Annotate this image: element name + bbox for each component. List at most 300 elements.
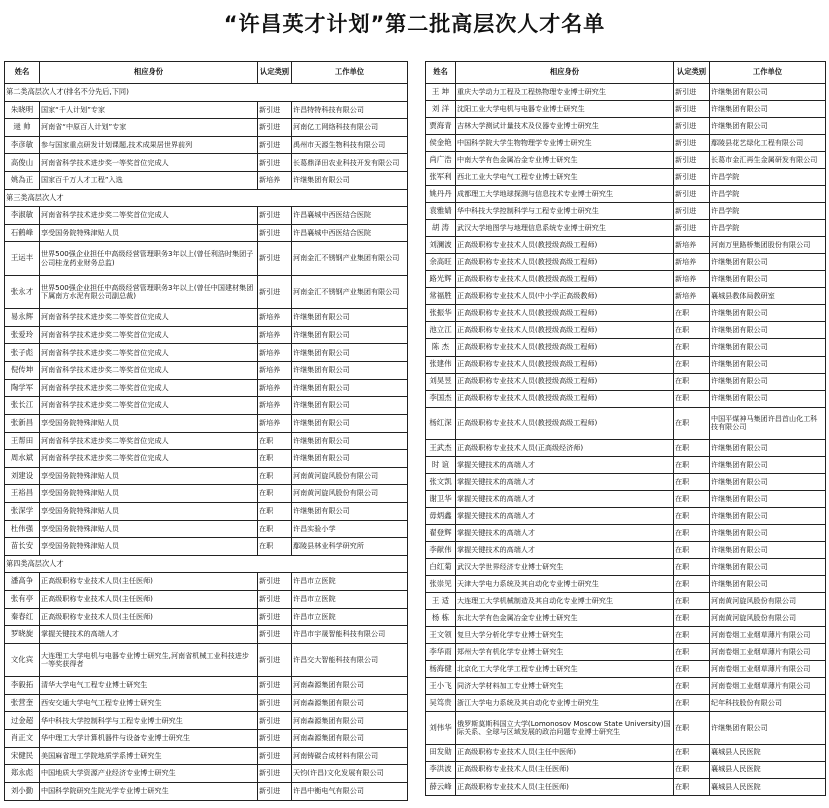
person-name: 刘 洋 bbox=[426, 101, 456, 118]
category-text: 新引进 bbox=[674, 118, 710, 135]
table-row bbox=[426, 390, 826, 407]
category-text: 在职 bbox=[674, 761, 710, 778]
person-name: 李华雨 bbox=[426, 644, 456, 661]
person-name: 张军利 bbox=[426, 169, 456, 186]
person-name: 高俊山 bbox=[5, 154, 40, 172]
work-unit: 许继集团有限公司 bbox=[292, 309, 408, 327]
work-unit: 许继集团有限公司 bbox=[292, 326, 408, 344]
table-row bbox=[5, 450, 408, 468]
work-unit: 河南卷烟工业烟草薄片有限公司 bbox=[710, 678, 826, 695]
category-text: 新引进 bbox=[258, 154, 292, 172]
identity-text: 正高级职称专业技术人员(主任中医师) bbox=[456, 744, 674, 761]
category-text: 新引进 bbox=[258, 207, 292, 225]
work-unit: 许昌中衡电气有限公司 bbox=[292, 782, 408, 800]
category-text: 在职 bbox=[674, 390, 710, 407]
category-text: 新引进 bbox=[258, 242, 292, 275]
person-name: 逯 帅 bbox=[5, 119, 40, 137]
identity-text: 中南大学有色金属冶金专业博士研究生 bbox=[456, 152, 674, 169]
category-text: 新引进 bbox=[674, 135, 710, 152]
person-name: 朱晓明 bbox=[5, 101, 40, 119]
identity-text: 享受国务院特殊津贴人员 bbox=[40, 224, 258, 242]
identity-text: 正高级职称专业技术人员(主任医师) bbox=[456, 761, 674, 778]
table-row bbox=[426, 695, 826, 712]
work-unit: 许昌学院 bbox=[710, 186, 826, 203]
category-text: 在职 bbox=[674, 305, 710, 322]
person-name: 吴笃贵 bbox=[426, 695, 456, 712]
table-row bbox=[5, 432, 408, 450]
table-row bbox=[5, 172, 408, 190]
table-row bbox=[426, 118, 826, 135]
category-text: 在职 bbox=[674, 593, 710, 610]
person-name: 李洪波 bbox=[426, 761, 456, 778]
category-text: 新引进 bbox=[258, 119, 292, 137]
person-name: 李淑敏 bbox=[5, 207, 40, 225]
table-row bbox=[426, 661, 826, 678]
category-text: 在职 bbox=[258, 520, 292, 538]
header-identity: 相应身份 bbox=[40, 62, 258, 84]
person-name: 周水斌 bbox=[5, 450, 40, 468]
table-row bbox=[426, 744, 826, 761]
section-label: 第三类高层次人才 bbox=[5, 189, 408, 207]
identity-text: 河南省科学技术进步奖二等奖首位完成人 bbox=[40, 432, 258, 450]
category-text: 新引进 bbox=[674, 220, 710, 237]
table-row bbox=[426, 593, 826, 610]
work-unit: 许继集团有限公司 bbox=[710, 356, 826, 373]
identity-text: 享受国务院特殊津贴人员 bbox=[40, 502, 258, 520]
identity-text: 正高级职称专业技术人员(中小学正高级教师) bbox=[456, 288, 674, 305]
work-unit: 许昌襄城中西医结合医院 bbox=[292, 207, 408, 225]
table-row bbox=[426, 644, 826, 661]
identity-text: 东北大学有色金属冶金专业博士研究生 bbox=[456, 610, 674, 627]
table-row bbox=[5, 626, 408, 644]
person-name: 秦春红 bbox=[5, 608, 40, 626]
header-name: 姓名 bbox=[426, 62, 456, 84]
table-row bbox=[426, 542, 826, 559]
identity-text: 华中理工大学计算机器件与设备专业博士研究生 bbox=[40, 730, 258, 748]
work-unit: 襄城县人民医院 bbox=[710, 744, 826, 761]
person-name: 贾海青 bbox=[426, 118, 456, 135]
work-unit: 许昌市立医院 bbox=[292, 608, 408, 626]
table-row bbox=[426, 712, 826, 744]
identity-text: 河南省科学技术进步奖二等奖首位完成人 bbox=[40, 450, 258, 468]
person-name: 王小飞 bbox=[426, 678, 456, 695]
category-text: 在职 bbox=[674, 678, 710, 695]
identity-text: 正高级职称专业技术人员(正高级经济师) bbox=[456, 439, 674, 456]
identity-text: 中国科学院大学生物物理学专业博士研究生 bbox=[456, 135, 674, 152]
category-text: 在职 bbox=[674, 456, 710, 473]
section-row bbox=[5, 84, 408, 102]
table-row bbox=[5, 136, 408, 154]
person-name: 袁雅婧 bbox=[426, 203, 456, 220]
table-row bbox=[426, 271, 826, 288]
table-row bbox=[426, 610, 826, 627]
work-unit: 河南黄河旋风股份有限公司 bbox=[292, 485, 408, 503]
work-unit: 河南森源集团有限公司 bbox=[292, 694, 408, 712]
person-name: 刘澜波 bbox=[426, 237, 456, 254]
work-unit: 鄢陵县花艺绿化工程有限公司 bbox=[710, 135, 826, 152]
identity-text: 同济大学材料加工专业博士研究生 bbox=[456, 678, 674, 695]
table-row bbox=[426, 322, 826, 339]
table-row bbox=[426, 220, 826, 237]
person-name: 杨 栋 bbox=[426, 610, 456, 627]
category-text: 新引进 bbox=[258, 677, 292, 695]
table-row bbox=[5, 242, 408, 275]
work-unit: 许继集团有限公司 bbox=[710, 490, 826, 507]
section-row bbox=[5, 555, 408, 573]
identity-text: 正高级职称专业技术人员(主任医师) bbox=[456, 778, 674, 795]
header-unit: 工作单位 bbox=[292, 62, 408, 84]
category-text: 在职 bbox=[674, 576, 710, 593]
category-text: 新引进 bbox=[258, 101, 292, 119]
identity-text: 河南省科学技术进步奖二等奖首位完成人 bbox=[40, 379, 258, 397]
identity-text: 掌握关键技术的高端人才 bbox=[456, 456, 674, 473]
table-row bbox=[5, 643, 408, 676]
person-name: 张深学 bbox=[5, 502, 40, 520]
work-unit: 河南森源集团有限公司 bbox=[292, 730, 408, 748]
table-row bbox=[426, 135, 826, 152]
category-text: 新引进 bbox=[258, 626, 292, 644]
person-name: 杨红深 bbox=[426, 407, 456, 439]
work-unit: 纪年科技股份有限公司 bbox=[710, 695, 826, 712]
table-row bbox=[5, 326, 408, 344]
table-row bbox=[426, 169, 826, 186]
work-unit: 许继集团有限公司 bbox=[710, 576, 826, 593]
table-row bbox=[426, 356, 826, 373]
work-unit: 河南万里路桥集团股份有限公司 bbox=[710, 237, 826, 254]
table-row bbox=[5, 573, 408, 591]
category-text: 在职 bbox=[258, 450, 292, 468]
table-row bbox=[5, 782, 408, 800]
header-category: 认定类别 bbox=[258, 62, 292, 84]
work-unit: 河南森源集团有限公司 bbox=[292, 677, 408, 695]
person-name: 尚广浩 bbox=[426, 152, 456, 169]
work-unit: 中国平煤神马集团许昌首山化工科技有限公司 bbox=[710, 407, 826, 439]
category-text: 新引进 bbox=[674, 169, 710, 186]
table-row bbox=[5, 502, 408, 520]
work-unit: 许继集团有限公司 bbox=[710, 473, 826, 490]
table-row bbox=[426, 237, 826, 254]
work-unit: 许继集团有限公司 bbox=[710, 439, 826, 456]
person-name: 白红菊 bbox=[426, 559, 456, 576]
identity-text: 中国地质大学资源产业经济专业博士研究生 bbox=[40, 765, 258, 783]
table-row bbox=[426, 203, 826, 220]
identity-text: 河南省科学技术进步奖二等奖首位完成人 bbox=[40, 344, 258, 362]
identity-text: 清华大学电气工程专业博士研究生 bbox=[40, 677, 258, 695]
identity-text: 正高级职称专业技术人员(教授级高级工程师) bbox=[456, 254, 674, 271]
table-body-right bbox=[426, 84, 826, 796]
identity-text: 正高级职称专业技术人员(主任医师) bbox=[40, 608, 258, 626]
person-name: 翟登辉 bbox=[426, 525, 456, 542]
work-unit: 许继集团有限公司 bbox=[292, 344, 408, 362]
table-body-left bbox=[5, 84, 408, 801]
identity-text: 掌握关键技术的高端人才 bbox=[456, 473, 674, 490]
category-text: 新引进 bbox=[258, 573, 292, 591]
person-name: 张新昌 bbox=[5, 414, 40, 432]
category-text: 在职 bbox=[674, 542, 710, 559]
person-name: 时 谊 bbox=[426, 456, 456, 473]
identity-text: 沈阳工业大学电机与电器专业博士研究生 bbox=[456, 101, 674, 118]
category-text: 在职 bbox=[258, 467, 292, 485]
work-unit: 许昌交大智能科技有限公司 bbox=[292, 643, 408, 676]
work-unit: 许继集团有限公司 bbox=[710, 305, 826, 322]
identity-text: 掌握关键技术的高端人才 bbox=[40, 626, 258, 644]
page-title: “许昌英才计划”第二批高层次人才名单 bbox=[223, 12, 606, 36]
category-text: 新培养 bbox=[258, 309, 292, 327]
identity-text: 正高级职称专业技术人员(主任医师) bbox=[40, 590, 258, 608]
category-text: 在职 bbox=[674, 322, 710, 339]
table-row bbox=[426, 101, 826, 118]
person-name: 郑永彪 bbox=[5, 765, 40, 783]
category-text: 新培养 bbox=[674, 288, 710, 305]
identity-text: 正高级职称专业技术人员(教授级高级工程师) bbox=[456, 373, 674, 390]
work-unit: 许继集团有限公司 bbox=[292, 172, 408, 190]
person-name: 王文领 bbox=[426, 627, 456, 644]
identity-text: 武汉大学地图学与地理信息系统专业博士研究生 bbox=[456, 220, 674, 237]
category-text: 在职 bbox=[674, 339, 710, 356]
identity-text: 正高级职称专业技术人员(教授级高级工程师) bbox=[456, 407, 674, 439]
work-unit: 长葛市金汇再生金属研发有限公司 bbox=[710, 152, 826, 169]
person-name: 陶学军 bbox=[5, 379, 40, 397]
person-name: 宋健民 bbox=[5, 747, 40, 765]
category-text: 新培养 bbox=[258, 414, 292, 432]
identity-text: 河南省科学技术进步奖二等奖首位完成人 bbox=[40, 326, 258, 344]
work-unit: 天钧(许昌)文化发展有限公司 bbox=[292, 765, 408, 783]
category-text: 新培养 bbox=[258, 397, 292, 415]
work-unit: 许继集团有限公司 bbox=[292, 379, 408, 397]
category-text: 在职 bbox=[674, 695, 710, 712]
work-unit: 许继集团有限公司 bbox=[292, 362, 408, 380]
work-unit: 许昌市宇晟智能科技有限公司 bbox=[292, 626, 408, 644]
person-name: 刘昊昱 bbox=[426, 373, 456, 390]
identity-text: 正高级职称专业技术人员(教授级高级工程师) bbox=[456, 305, 674, 322]
person-name: 张子彪 bbox=[5, 344, 40, 362]
person-name: 胡 涛 bbox=[426, 220, 456, 237]
person-name: 杨海健 bbox=[426, 661, 456, 678]
table-row bbox=[426, 778, 826, 795]
identity-text: 重庆大学动力工程及工程热物理专业博士研究生 bbox=[456, 84, 674, 101]
category-text: 新培养 bbox=[674, 271, 710, 288]
category-text: 新引进 bbox=[258, 730, 292, 748]
category-text: 新培养 bbox=[674, 237, 710, 254]
identity-text: 武汉大学世界经济专业博士研究生 bbox=[456, 559, 674, 576]
person-name: 路光辉 bbox=[426, 271, 456, 288]
work-unit: 河南卷烟工业烟草薄片有限公司 bbox=[710, 627, 826, 644]
person-name: 刘小勤 bbox=[5, 782, 40, 800]
person-name: 李毅拓 bbox=[5, 677, 40, 695]
table-row bbox=[5, 275, 408, 308]
person-name: 张文凯 bbox=[426, 473, 456, 490]
category-text: 在职 bbox=[674, 356, 710, 373]
table-row bbox=[5, 379, 408, 397]
person-name: 肖正文 bbox=[5, 730, 40, 748]
identity-text: 西北工业大学电气工程专业博士研究生 bbox=[456, 169, 674, 186]
work-unit: 许继集团有限公司 bbox=[292, 432, 408, 450]
person-name: 文化宾 bbox=[5, 643, 40, 676]
identity-text: 正高级职称专业技术人员(主任医师) bbox=[40, 573, 258, 591]
work-unit: 河南黄河旋风股份有限公司 bbox=[292, 467, 408, 485]
category-text: 新引进 bbox=[258, 136, 292, 154]
identity-text: 郑州大学有机化学专业博士研究生 bbox=[456, 644, 674, 661]
table-row bbox=[5, 344, 408, 362]
work-unit: 许继集团有限公司 bbox=[710, 322, 826, 339]
person-name: 张建伟 bbox=[426, 356, 456, 373]
table-row bbox=[426, 186, 826, 203]
identity-text: 天津大学电力系统及其自动化专业博士研究生 bbox=[456, 576, 674, 593]
identity-text: 河南省科学技术进步奖二等奖首位完成人 bbox=[40, 362, 258, 380]
category-text: 在职 bbox=[258, 538, 292, 556]
work-unit: 许继集团有限公司 bbox=[710, 525, 826, 542]
table-header-row bbox=[5, 62, 408, 84]
person-name: 王 适 bbox=[426, 593, 456, 610]
table-row bbox=[5, 154, 408, 172]
identity-text: 河南省科学技术进步奖二等奖首位完成人 bbox=[40, 397, 258, 415]
person-name: 苗长安 bbox=[5, 538, 40, 556]
section-label: 第四类高层次人才 bbox=[5, 555, 408, 573]
category-text: 新引进 bbox=[258, 765, 292, 783]
table-row bbox=[426, 254, 826, 271]
header-name: 姓名 bbox=[5, 62, 40, 84]
person-name: 姚丹丹 bbox=[426, 186, 456, 203]
work-unit: 许继集团有限公司 bbox=[710, 456, 826, 473]
category-text: 在职 bbox=[674, 407, 710, 439]
work-unit: 许继集团有限公司 bbox=[710, 271, 826, 288]
person-name: 潘高争 bbox=[5, 573, 40, 591]
header-category: 认定类别 bbox=[674, 62, 710, 84]
person-name: 张爱玲 bbox=[5, 326, 40, 344]
category-text: 在职 bbox=[674, 644, 710, 661]
category-text: 在职 bbox=[674, 473, 710, 490]
work-unit: 许继集团有限公司 bbox=[292, 450, 408, 468]
table-row bbox=[426, 439, 826, 456]
person-name: 罗晓旋 bbox=[5, 626, 40, 644]
table-row bbox=[426, 576, 826, 593]
table-row bbox=[426, 627, 826, 644]
identity-text: 复旦大学分析化学专业博士研究生 bbox=[456, 627, 674, 644]
identity-text: 正高级职称专业技术人员(教授级高级工程师) bbox=[456, 390, 674, 407]
person-name: 石鹤峰 bbox=[5, 224, 40, 242]
identity-text: 河南省科学技术进步奖二等奖首位完成人 bbox=[40, 207, 258, 225]
category-text: 在职 bbox=[674, 744, 710, 761]
work-unit: 鄢陵县林业科学研究所 bbox=[292, 538, 408, 556]
table-header-row bbox=[426, 62, 826, 84]
category-text: 在职 bbox=[258, 502, 292, 520]
person-name: 杜伟强 bbox=[5, 520, 40, 538]
person-name: 王武杰 bbox=[426, 439, 456, 456]
work-unit: 许继集团有限公司 bbox=[710, 507, 826, 524]
person-name: 常福胜 bbox=[426, 288, 456, 305]
category-text: 新引进 bbox=[674, 101, 710, 118]
identity-text: 北京化工大学化学工程专业博士研究生 bbox=[456, 661, 674, 678]
table-row bbox=[5, 119, 408, 137]
category-text: 新培养 bbox=[258, 344, 292, 362]
work-unit: 河南金汇不锈钢产业集团有限公司 bbox=[292, 242, 408, 275]
person-name: 过金超 bbox=[5, 712, 40, 730]
identity-text: 河南省“中原百人计划”专家 bbox=[40, 119, 258, 137]
person-name: 毋炳鑫 bbox=[426, 507, 456, 524]
table-row bbox=[426, 373, 826, 390]
header-identity: 相应身份 bbox=[456, 62, 674, 84]
identity-text: 美国麻省理工学院地质学系博士研究生 bbox=[40, 747, 258, 765]
identity-text: 正高级职称专业技术人员(教授级高级工程师) bbox=[456, 356, 674, 373]
table-row bbox=[426, 456, 826, 473]
work-unit: 襄城县教体局教研室 bbox=[710, 288, 826, 305]
work-unit: 襄城县人民医院 bbox=[710, 761, 826, 778]
work-unit: 河南卷烟工业烟草薄片有限公司 bbox=[710, 644, 826, 661]
table-row bbox=[5, 590, 408, 608]
table-row bbox=[426, 525, 826, 542]
category-text: 新引进 bbox=[258, 590, 292, 608]
person-name: 李献伟 bbox=[426, 542, 456, 559]
identity-text: 华中科技大学控制科学与工程专业博士研究生 bbox=[40, 712, 258, 730]
category-text: 在职 bbox=[674, 610, 710, 627]
work-unit: 河南亿工网络科技有限公司 bbox=[292, 119, 408, 137]
identity-text: 国家“千人计划”专家 bbox=[40, 101, 258, 119]
person-name: 李国杰 bbox=[426, 390, 456, 407]
table-row bbox=[426, 559, 826, 576]
identity-text: 华中科技大学控制科学与工程专业博士研究生 bbox=[456, 203, 674, 220]
person-name: 李彦敏 bbox=[5, 136, 40, 154]
person-name: 薛云峰 bbox=[426, 778, 456, 795]
work-unit: 许继集团有限公司 bbox=[710, 712, 826, 744]
identity-text: 河南省科学技术进步奖二等奖首位完成人 bbox=[40, 309, 258, 327]
table-row bbox=[5, 485, 408, 503]
category-text: 在职 bbox=[674, 778, 710, 795]
category-text: 新引进 bbox=[258, 275, 292, 308]
person-name: 倪传坤 bbox=[5, 362, 40, 380]
identity-text: 浙江大学电力系统及其自动化专业博士研究生 bbox=[456, 695, 674, 712]
work-unit: 许继集团有限公司 bbox=[710, 373, 826, 390]
category-text: 新引进 bbox=[674, 203, 710, 220]
category-text: 新引进 bbox=[674, 84, 710, 101]
identity-text: 正高级职称专业技术人员(教授级高级工程师) bbox=[456, 237, 674, 254]
person-name: 王裕昌 bbox=[5, 485, 40, 503]
person-name: 王 坤 bbox=[426, 84, 456, 101]
work-unit: 襄城县人民医院 bbox=[710, 778, 826, 795]
identity-text: 享受国务院特殊津贴人员 bbox=[40, 520, 258, 538]
category-text: 在职 bbox=[674, 490, 710, 507]
identity-text: 西安交通大学电气工程专业博士研究生 bbox=[40, 694, 258, 712]
table-row bbox=[5, 712, 408, 730]
table-row bbox=[426, 305, 826, 322]
category-text: 在职 bbox=[674, 507, 710, 524]
work-unit: 许昌学院 bbox=[710, 220, 826, 237]
person-name: 张营奎 bbox=[5, 694, 40, 712]
person-name: 易永辉 bbox=[5, 309, 40, 327]
table-row bbox=[5, 765, 408, 783]
identity-text: 大连理工大学电机与电器专业博士研究生,河南省机械工业科技进步一等奖获得者 bbox=[40, 643, 258, 676]
work-unit: 许继集团有限公司 bbox=[710, 101, 826, 118]
category-text: 在职 bbox=[674, 525, 710, 542]
category-text: 新培养 bbox=[258, 362, 292, 380]
identity-text: 享受国务院特殊津贴人员 bbox=[40, 414, 258, 432]
identity-text: 正高级职称专业技术人员(教授级高级工程师) bbox=[456, 339, 674, 356]
category-text: 新引进 bbox=[258, 643, 292, 676]
talent-table-right bbox=[425, 61, 826, 796]
identity-text: 掌握关键技术的高端人才 bbox=[456, 507, 674, 524]
table-row bbox=[426, 407, 826, 439]
work-unit: 许继集团有限公司 bbox=[710, 390, 826, 407]
table-row bbox=[426, 288, 826, 305]
work-unit: 许昌襄城中西医结合医院 bbox=[292, 224, 408, 242]
work-unit: 河南黄河旋风股份有限公司 bbox=[710, 610, 826, 627]
person-name: 张长江 bbox=[5, 397, 40, 415]
work-unit: 许继集团有限公司 bbox=[710, 118, 826, 135]
section-row bbox=[5, 189, 408, 207]
work-unit: 许昌学院 bbox=[710, 169, 826, 186]
category-text: 新引进 bbox=[674, 186, 710, 203]
category-text: 在职 bbox=[674, 627, 710, 644]
table-row bbox=[426, 473, 826, 490]
